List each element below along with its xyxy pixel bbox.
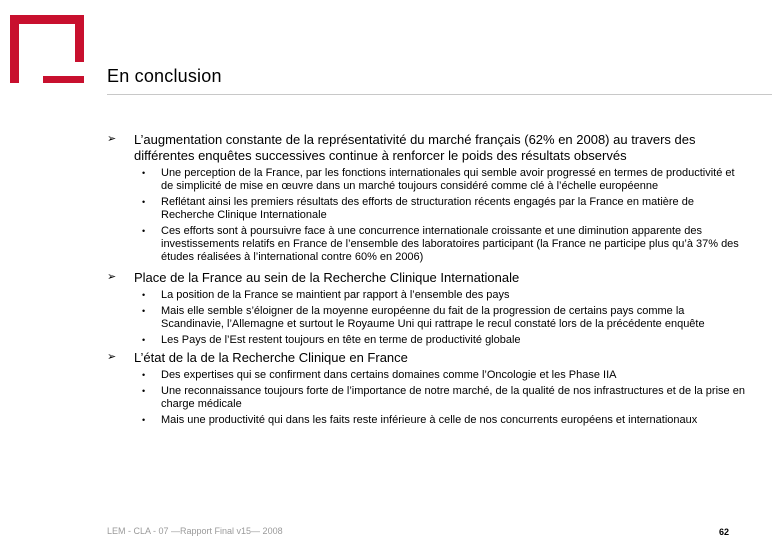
sub-point [134, 385, 747, 412]
arrowhead-bullet-icon: ➢ [107, 270, 117, 283]
sub-list [134, 289, 747, 347]
dot-bullet-icon: • [142, 334, 146, 345]
sub-point-text: Mais une productivité qui dans les faits reste inférieure à celle de nos concurrents européens et internationaux [161, 413, 698, 426]
page-number: 62 [719, 527, 730, 537]
sub-point [134, 196, 747, 223]
sub-point [134, 167, 747, 194]
dot-bullet-icon: • [142, 385, 146, 396]
sub-point-text: Les Pays de l’Est restent toujours en tête en terme de productivité globale [161, 333, 521, 346]
dot-bullet-icon: • [142, 290, 146, 301]
dot-bullet-icon: • [142, 370, 146, 381]
dot-bullet-icon: • [142, 305, 146, 316]
main-point [107, 350, 747, 427]
main-point-text: Place de la France au sein de la Recherche Clinique Internationale [134, 269, 520, 285]
sub-point [134, 414, 747, 427]
dot-bullet-icon: • [142, 168, 146, 178]
title-divider [107, 94, 772, 95]
sub-point-text: Une reconnaissance toujours forte de l’importance de notre marché, de la qualité de nos infrastructures et de la prise en charge médicale [161, 384, 745, 411]
logo-icon [10, 15, 84, 83]
main-point [107, 270, 747, 347]
slide-content [107, 132, 747, 427]
sub-point [134, 334, 747, 347]
main-point [107, 132, 747, 265]
sub-point [134, 305, 747, 332]
sub-point-text: Reflétant ainsi les premiers résultats des efforts de structuration récents engagés par la France en matière de Recherche Clinique Internationale [161, 195, 694, 222]
dot-bullet-icon: • [142, 414, 146, 425]
footer-text: LEM - CLA - 07 —Rapport Final v15— 2008 [107, 526, 283, 536]
sub-point-text: Ces efforts sont à poursuivre face à une concurrence internationale croissante et une diminution apparente des investissements relatifs en France de l’ensemble des laboratoires participant (la France ne participe plus qu’à 37% des études réalisées à l’international contre 60% en 2006) [161, 224, 739, 264]
arrowhead-bullet-icon: ➢ [107, 133, 117, 145]
sub-point-text: Des expertises qui se confirment dans certains domaines comme l’Oncologie et les Phase IIA [161, 369, 617, 382]
slide-title: En conclusion [107, 66, 222, 86]
sub-point [134, 369, 747, 382]
arrowhead-bullet-icon: ➢ [107, 350, 117, 363]
dot-bullet-icon: • [142, 225, 146, 236]
sub-point-text: Mais elle semble s’éloigner de la moyenne européenne du fait de la progression de certains pays comme la Scandinavie, l’Allemagne et surtout le Royaume Uni qui rattrape le recul constaté lors de la précédente enquête [161, 304, 705, 331]
sub-point [134, 289, 747, 302]
sub-point [134, 225, 747, 265]
main-point-text: L’augmentation constante de la représentativité du marché français (62% en 2008) au travers des différentes enquêtes successives continue à renforcer le poids des résultats observés [134, 132, 696, 163]
main-point-text: L’état de la de la Recherche Clinique en France [134, 349, 408, 365]
sub-list [134, 369, 747, 427]
dot-bullet-icon: • [142, 196, 146, 207]
sub-point-text: La position de la France se maintient par rapport à l’ensemble des pays [161, 289, 510, 302]
sub-list [134, 167, 747, 265]
sub-point-text: Une perception de la France, par les fonctions internationales qui semble avoir progressé en termes de productivité et de simplicité de mise en œuvre dans un marché toujours considéré comme clé à l’échelle européenne [161, 167, 735, 193]
